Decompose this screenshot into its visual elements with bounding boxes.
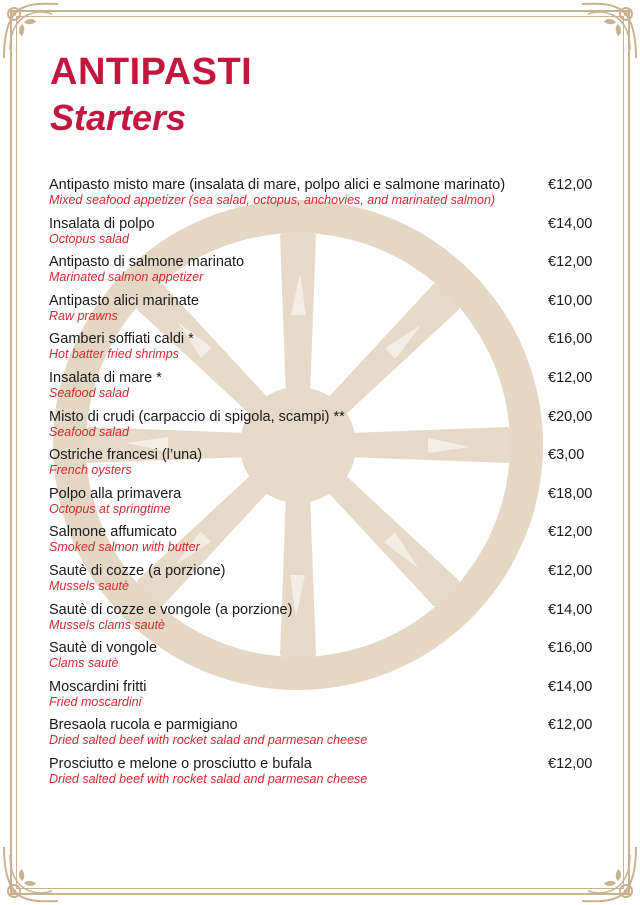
menu-item <box>49 408 594 447</box>
menu-item <box>49 601 594 640</box>
menu-item-name: Insalata di polpo <box>49 215 155 232</box>
menu-item-name: Insalata di mare * <box>49 369 162 386</box>
menu-item-description: Smoked salmon with butter <box>49 540 200 555</box>
menu-item <box>49 292 594 331</box>
menu-item <box>49 446 594 485</box>
menu-item <box>49 562 594 601</box>
menu-item-price: €3,00 <box>548 447 585 464</box>
ornament-corner-icon <box>0 843 62 905</box>
menu-item <box>49 716 594 755</box>
menu-item-price: €16,00 <box>548 331 593 348</box>
menu-item-description: Marinated salmon appetizer <box>49 270 204 285</box>
menu-item-price: €12,00 <box>548 524 593 541</box>
menu-item-description: Mussels clams sautè <box>49 617 166 632</box>
menu-item-name: Misto di crudi (carpaccio di spigola, scampi) ** <box>49 408 345 425</box>
menu-item <box>49 678 594 717</box>
menu-item <box>49 755 594 794</box>
menu-item-name: Prosciutto e melone o prosciutto e bufala <box>49 755 312 772</box>
menu-item-price: €14,00 <box>548 601 593 618</box>
menu-item-name: Sautè di cozze (a porzione) <box>49 562 226 579</box>
menu-item-price: €10,00 <box>548 292 593 309</box>
menu-item-price: €20,00 <box>548 408 593 425</box>
menu-item-name: Polpo alla primavera <box>49 485 182 502</box>
menu-item-name: Antipasto alici marinate <box>49 292 199 309</box>
menu-item <box>49 215 594 254</box>
menu-item-description: Mussels sautè <box>49 578 129 593</box>
menu-item-name: Sautè di vongole <box>49 640 158 657</box>
menu-item-price: €16,00 <box>548 640 593 657</box>
menu-item <box>49 485 594 524</box>
menu-item-description: Mixed seafood appetizer (sea salad, octopus, anchovies, and marinated salmon) <box>49 193 496 207</box>
menu-item-name: Ostriche francesi (l’una) <box>49 447 203 464</box>
menu-item-description: Seafood salad <box>49 424 129 439</box>
menu-item-description: French oysters <box>49 463 132 478</box>
menu-item-name: Gamberi soffiati caldi * <box>49 331 194 348</box>
menu-item-price: €14,00 <box>548 215 593 232</box>
menu-item-description: Hot batter fried shrimps <box>49 347 179 362</box>
menu-item-price: €12,00 <box>548 717 593 734</box>
menu-item-price: €12,00 <box>548 177 593 193</box>
menu-item-name: Bresaola rucola e parmigiano <box>49 717 238 734</box>
menu-item-description: Clams sautè <box>49 656 119 671</box>
page-subtitle: Starters <box>50 97 187 138</box>
menu-item-description: Seafood salad <box>49 385 129 400</box>
menu-item <box>49 176 594 215</box>
menu-item-name: Sautè di cozze e vongole (a porzione) <box>49 601 293 618</box>
menu-item-price: €12,00 <box>548 755 593 772</box>
menu-item-description: Fried moscardini <box>49 694 142 709</box>
menu-item-price: €18,00 <box>548 485 593 502</box>
menu-item-description: Dried salted beef with rocket salad and parmesan cheese <box>49 771 368 786</box>
menu-item-name: Salmone affumicato <box>49 524 177 541</box>
menu-item-description: Octopus at springtime <box>49 501 171 516</box>
menu-item-price: €12,00 <box>548 562 593 579</box>
menu-list <box>49 176 594 794</box>
menu-item-description: Dried salted beef with rocket salad and parmesan cheese <box>49 733 368 748</box>
menu-item <box>49 369 594 408</box>
menu-item <box>49 330 594 369</box>
menu-item-name: Moscardini fritti <box>49 678 147 695</box>
ornament-corner-icon <box>578 0 640 62</box>
menu-item-description: Octopus salad <box>49 231 129 246</box>
menu-item-name: Antipasto di salmone marinato <box>49 254 245 271</box>
menu-item-price: €14,00 <box>548 678 593 695</box>
ornament-corner-icon <box>578 843 640 905</box>
menu-item-price: €12,00 <box>548 369 593 386</box>
menu-item <box>49 639 594 678</box>
menu-item-description: Raw prawns <box>49 308 118 323</box>
menu-item-price: €12,00 <box>548 254 593 271</box>
page-title: ANTIPASTI <box>50 51 253 93</box>
menu-item <box>49 253 594 292</box>
menu-item-name: Antipasto misto mare (insalata di mare, polpo alici e salmone marinato) <box>49 177 506 193</box>
menu-item <box>49 523 594 562</box>
